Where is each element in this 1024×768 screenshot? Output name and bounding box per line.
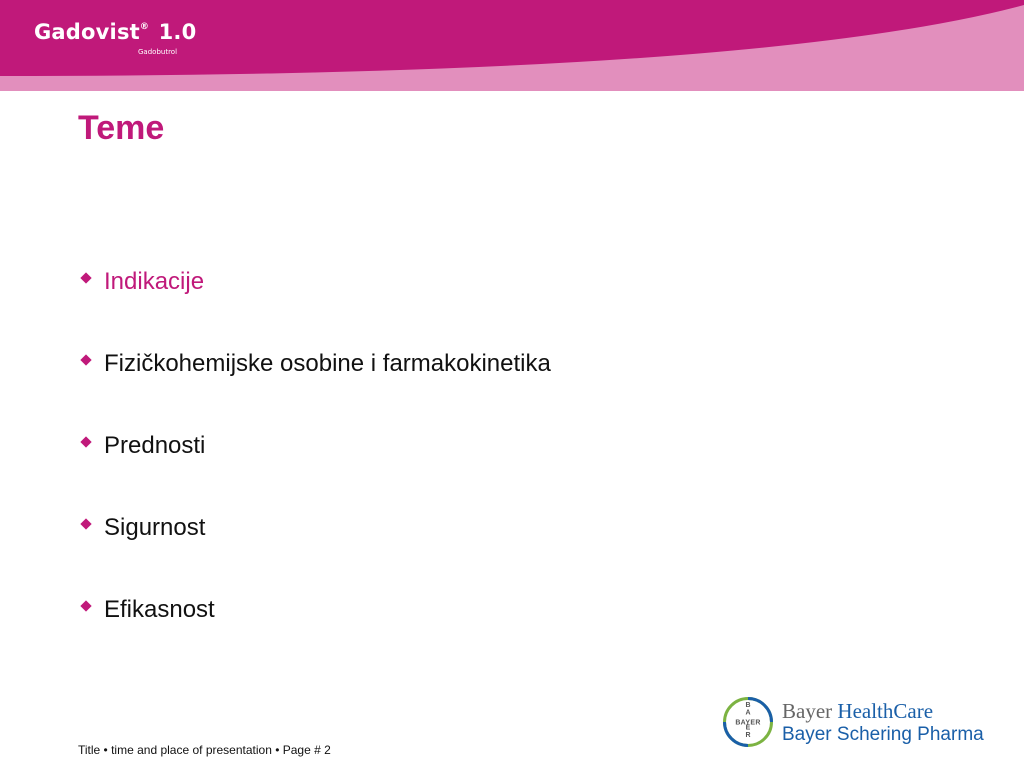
svg-text:E: E — [745, 724, 751, 732]
topic-item — [80, 344, 551, 384]
diamond-bullet-icon — [80, 354, 91, 365]
svg-text:A: A — [745, 709, 751, 717]
topic-label: Fizičkohemijske osobine i farmakokinetika — [104, 350, 551, 377]
healthcare-word: HealthCare — [837, 699, 934, 723]
product-version: 1.0 — [158, 20, 197, 44]
slide-footer: Title • time and place of presentation • Page # 2 — [78, 743, 331, 757]
product-subtitle: Gadobutrol — [138, 48, 178, 56]
bayer-schering-wordmark: Bayer Schering Pharma — [782, 724, 984, 745]
bayer-cross-icon — [722, 696, 774, 748]
topic-item — [80, 590, 551, 630]
bayer-healthcare-wordmark — [782, 699, 933, 724]
topic-list — [80, 262, 551, 672]
topic-item — [80, 426, 551, 466]
topic-item — [80, 508, 551, 548]
svg-text:B: B — [745, 702, 751, 709]
diamond-bullet-icon — [80, 272, 91, 283]
slide-title: Teme — [78, 109, 165, 147]
product-logo — [34, 22, 196, 43]
topic-label: Sigurnost — [104, 514, 206, 541]
topic-item — [80, 262, 551, 302]
svg-text:R: R — [745, 732, 751, 739]
bayer-word: Bayer — [782, 699, 833, 723]
diamond-bullet-icon — [80, 436, 91, 447]
registered-mark: ® — [139, 22, 150, 32]
product-name: Gadovist — [34, 20, 140, 44]
topic-label: Prednosti — [104, 432, 206, 459]
topic-label: Indikacije — [104, 268, 205, 295]
diamond-bullet-icon — [80, 600, 91, 611]
topic-label: Efikasnost — [104, 596, 215, 623]
svg-text:BAYER: BAYER — [735, 719, 761, 727]
diamond-bullet-icon — [80, 518, 91, 529]
